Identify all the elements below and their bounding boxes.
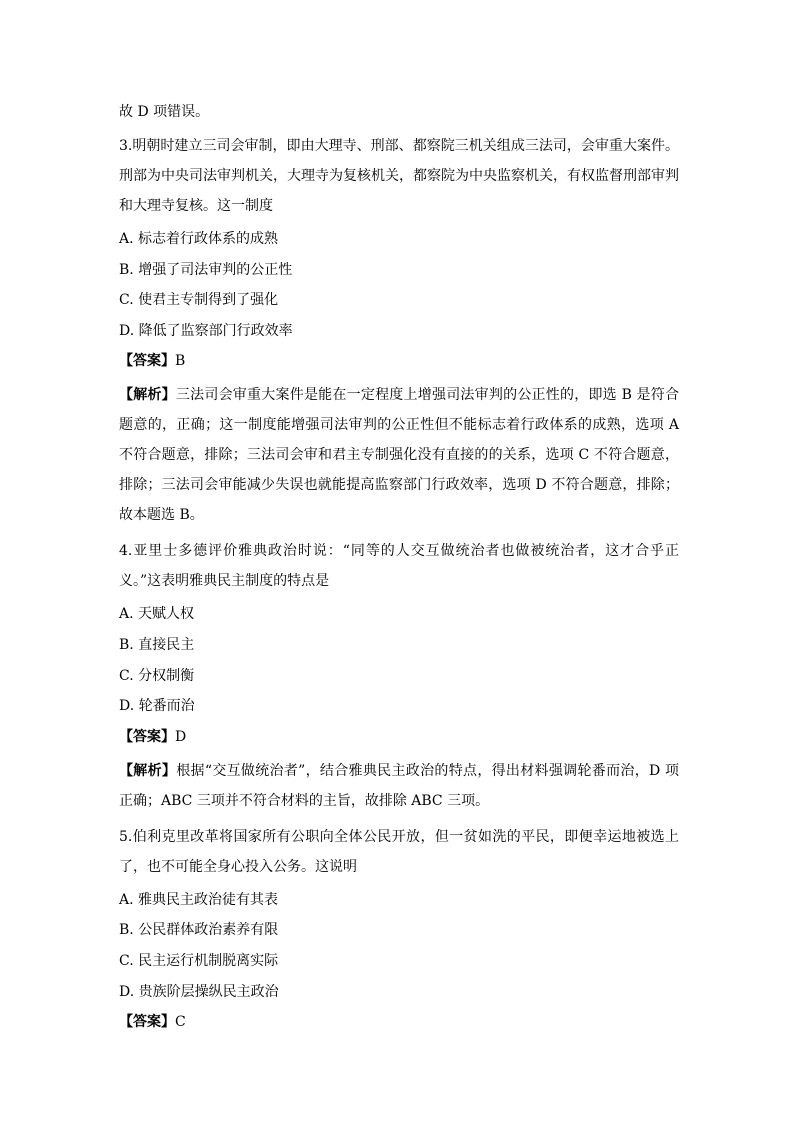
analysis-tag: 【解析】 (119, 387, 176, 404)
question-4-analysis (119, 756, 679, 816)
answer-tag: 【答案】 (119, 353, 175, 370)
answer-value: B (175, 353, 186, 370)
question-3-option-d: D. 降低了监察部门行政效率 (119, 322, 293, 339)
question-3-answer (119, 349, 679, 374)
answer-tag: 【答案】 (119, 1014, 175, 1031)
document-content (119, 100, 679, 1041)
question-3-analysis (119, 380, 679, 530)
question-5-option-b: B. 公民群体政治素养有限 (119, 922, 279, 939)
question-4-stem: 4.亚里士多德评价雅典政治时说：“同等的人交互做统治者也做被统治者，这才合乎正义。”这表明雅典民主制度的特点是 (119, 543, 679, 590)
answer-value: C (175, 1014, 186, 1031)
analysis-text: 根据“交互做统治者”，结合雅典民主政治的特点，得出材料强调轮番而治，D 项正确；ABC 三项并不符合材料的主旨，故排除 ABC 三项。 (119, 762, 679, 809)
answer-value: D (175, 728, 187, 745)
question-3-option-b: B. 增强了司法审判的公正性 (119, 261, 293, 278)
question-3-stem: 3.明朝时建立三司会审制，即由大理寺、刑部、都察院三机关组成三法司，会审重大案件。刑部为中央司法审判机关，大理寺为复核机关，都察院为中央监察机关，有权监督刑部审判和大理寺复核。这一制度 (119, 138, 679, 214)
question-5-option-c: C. 民主运行机制脱离实际 (119, 952, 279, 969)
question-3-option-c: C. 使君主专制得到了强化 (119, 292, 279, 309)
question-4-option-d: D. 轮番而治 (119, 698, 195, 715)
question-5-option-a: A. 雅典民主政治徒有其表 (119, 891, 279, 908)
question-4-option-a: A. 天赋人权 (119, 606, 195, 623)
analysis-tag: 【解析】 (119, 762, 177, 779)
question-5-option-d: D. 贵族阶层操纵民主政治 (119, 983, 279, 1000)
analysis-text: 三法司会审重大案件是能在一定程度上增强司法审判的公正性的，即选 B 是符合题意的，正确；这一制度能增强司法审判的公正性但不能标志着行政体系的成熟，选项 A 不符合题意，排除；三法司会审和君主专制强化没有直接的的关系，选项 C 不符合题意，排除；三法司会审能减少失误也就能提高监察部门行政效率，选项 D 不符合题意，排除；故本题选 B。 (119, 387, 680, 524)
question-5-stem: 5.伯利克里改革将国家所有公职向全体公民开放，但一贫如洗的平民，即便幸运地被选上了，也不可能全身心投入公务。这说明 (119, 828, 679, 875)
question-3-option-a: A. 标志着行政体系的成熟 (119, 231, 279, 247)
question-4-option-c: C. 分权制衡 (119, 667, 195, 684)
answer-tag: 【答案】 (119, 728, 175, 745)
text-line: 故 D 项错误。 (119, 104, 210, 120)
question-4-answer (119, 725, 679, 750)
question-4-option-b: B. 直接民主 (119, 636, 195, 653)
question-5-answer (119, 1010, 679, 1035)
